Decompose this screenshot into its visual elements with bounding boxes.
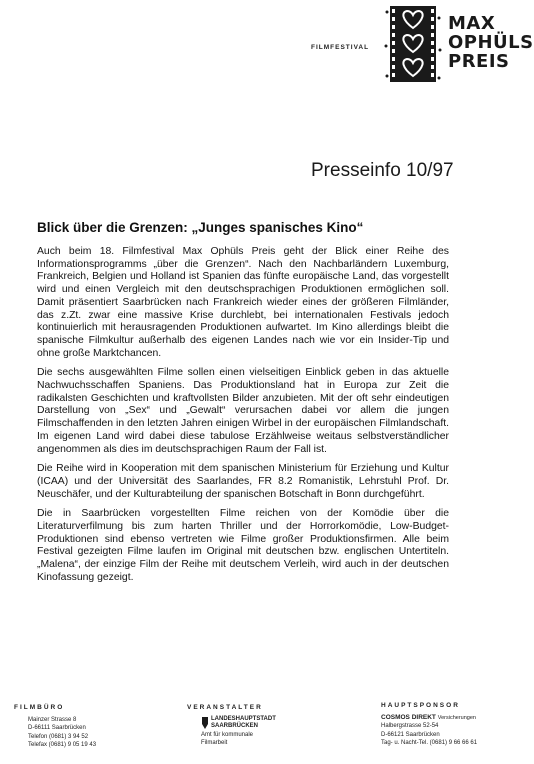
logo-line: SAARBRÜCKEN (211, 722, 259, 729)
footer-line: Tag- u. Nacht-Tel. (0681) 9 66 66 61 (381, 740, 478, 747)
saarbruecken-logo (201, 716, 276, 730)
paragraph: Auch beim 18. Filmfestival Max Ophüls Preis geht der Blick einer Reihe des Informationsprogramms „über die Grenzen“. Nach den Nachbarländern Luxemburg, Frankreich, Belgien und Holland ist Spanien das fünfte europäische Land, das vorgestellt wird und einen Vergleich mit den deutschsprachigen Produktionen ermöglichen soll. Damit präsentiert Saarbrücken nach Frankreich wieder eines der größeren Filmländer, das z.Zt. zwar eine massive Krise durchlebt, bei internationalen Festivals jedoch kontinuierlich mit herausragenden Produktionen aufwartet. Im Kino allerdings bleibt die spanische Filmkultur außerhalb des eigenen Landes nach wie vor ein Insider-Tip und ohne große Marktchancen. (37, 246, 449, 359)
footer-veranstalter (187, 704, 276, 747)
footer-line: Amt für kommunale (201, 731, 254, 738)
footer-line: D-66121 Saarbrücken (381, 731, 440, 738)
paragraph: Die sechs ausgewählten Filme sollen einen vielseitigen Einblick geben in das aktuelle Nachwuchsschaffen Spaniens. Das Produktionsland hat in Europa zur Zeit die radikalsten Geschichten und kraftvollsten Bilder anzubieten. Mit der oft sehr eindeutigen Darstellung von „Sex“ und „Gewalt“ verursachen dabei vor allem die jungen Filmschaffenden in den letzten Jahren einigen Wirbel in der europäischen Filmlandschaft. Im eigenen Land wird dabei diese tabulose Erzählweise weitaus selbstverständlicher angenommen als dies im deutschsprachigen Raum der Fall ist. (37, 367, 449, 455)
footer-line: Telefax (0681) 9 05 19 43 (28, 742, 97, 749)
footer-heading: HAUPTSPONSOR (381, 702, 460, 709)
sponsor-name: COSMOS DIREKT (381, 713, 436, 721)
paragraph: Die Reihe wird in Kooperation mit dem spanischen Ministerium für Erziehung und Kultur (ICAA) und der Universität des Saarlandes, FR 8.2 Romanistik, Lehrstuhl Prof. Dr. Neuschäfer, und der Kulturabteilung der spanischen Botschaft in Bonn durchgeführt. (37, 463, 449, 500)
city-crest-icon (201, 716, 209, 730)
festival-label: FILMFESTIVAL (311, 44, 370, 51)
logo-line-2: OPHÜLS (448, 32, 534, 53)
footer-line: D-66111 Saarbrücken (28, 725, 86, 732)
footer-heading: FILMBÜRO (14, 704, 65, 711)
logo-wordmark (448, 14, 534, 71)
paragraph: Die in Saarbrücken vorgestellten Filme reichen von der Komödie über die Literaturverfilmung bis zum harten Thriller und der Horrorkomödie, Low-Budget-Produktionen sind ebenso vertreten wie Filme großer Produktionsfirmen. Alle beim Festival gezeigten Filme laufen im Original mit deutschen bzw. englischen Untertiteln. „Malena“, der einzige Film der Reihe mit deutschem Verleih, wird auch in der deutschen Kinofassung gezeigt. (37, 508, 449, 583)
press-info-title: Presseinfo 10/97 (311, 160, 454, 181)
sponsor-logo (381, 714, 477, 723)
sponsor-suffix: Versicherungen (437, 714, 476, 721)
logo-line-3: PREIS (448, 51, 510, 72)
footer-line: Telefon (0681) 3 94 52 (28, 733, 89, 740)
max-ophuels-logo-film-strip-icon (384, 6, 442, 82)
logo-line-1: MAX (448, 13, 496, 34)
footer-filmbuero (14, 704, 96, 750)
article-body (37, 246, 449, 592)
logo-line: LANDESHAUPTSTADT (211, 716, 276, 723)
footer-line: Mainzer Strasse 8 (28, 716, 77, 723)
footer-heading: VERANSTALTER (187, 704, 263, 711)
footer-line: Halbergstrasse 52-54 (381, 723, 439, 730)
headline: Blick über die Grenzen: „Junges spanisches Kino“ (37, 220, 364, 235)
footer-line: Filmarbeit (201, 739, 228, 746)
footer-hauptsponsor (381, 702, 477, 748)
